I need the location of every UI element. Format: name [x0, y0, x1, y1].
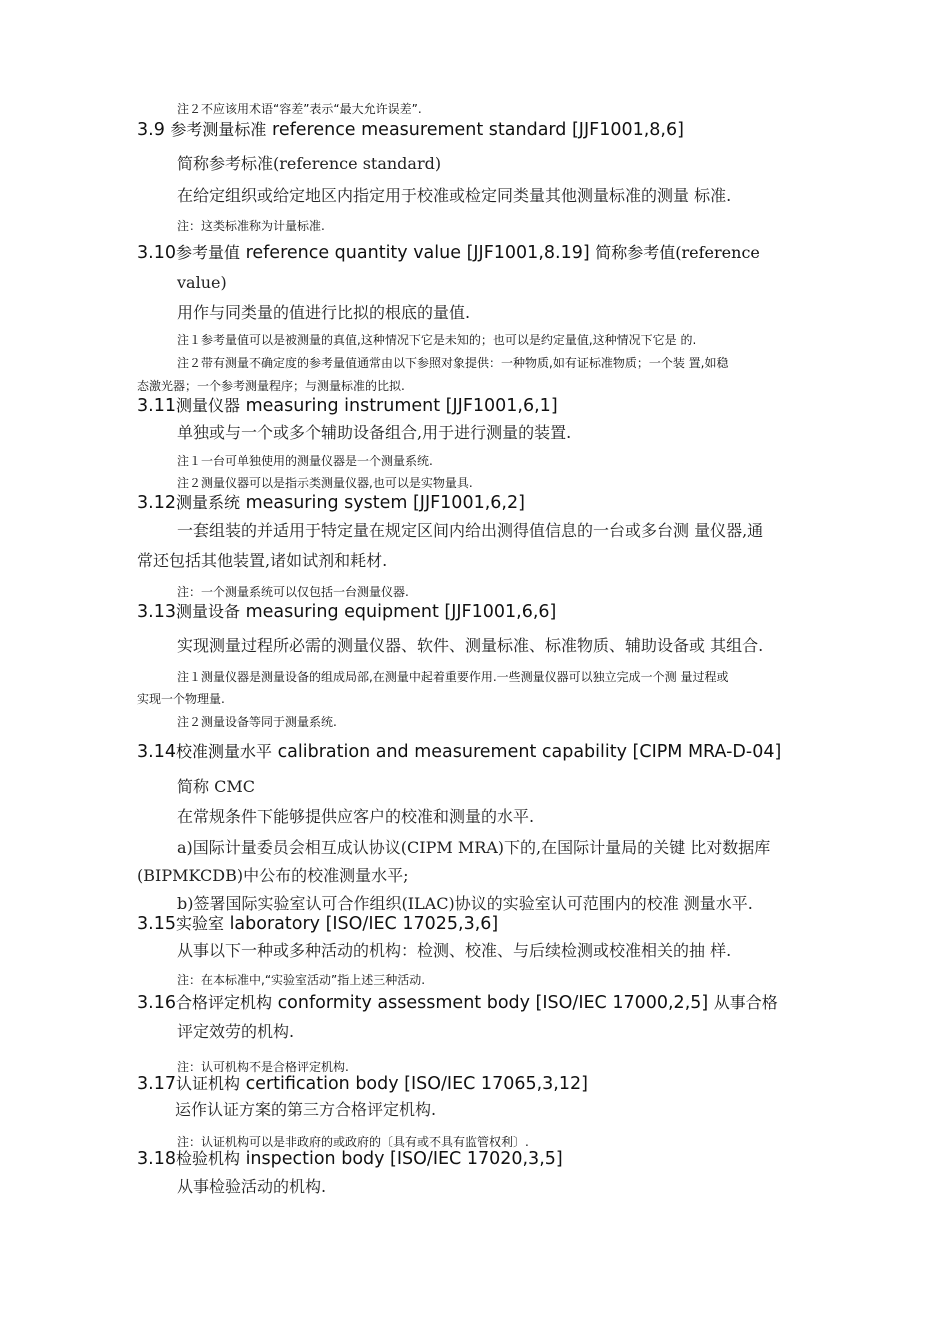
- term-english-name: certification body [ISO/IEC 17065,3,12]: [245, 1074, 588, 1094]
- term-english-name: measuring instrument [JJF1001,6,1]: [245, 396, 558, 416]
- note-line: 注２带有测量不确定度的参考量值通常由以下参照对象提供：一种物质,如有证标准物质；一个装 置,如稳: [177, 356, 729, 370]
- term-chinese-name: 校准测量水平: [175, 742, 272, 761]
- term-chinese-name: 实验室: [175, 914, 224, 933]
- note-line: 注：一个测量系统可以仅包括一台测量仪器.: [177, 585, 409, 599]
- definition-line: 从事以下一种或多种活动的机构：检测、校准、与后续检测或校准相关的抽 样.: [177, 941, 732, 960]
- note-line: 注１测量仪器是测量设备的组成局部,在测量中起着重要作用.一些测量仪器可以独立完成一个测 量过程或: [177, 670, 729, 684]
- definition-line: 简称 CMC: [177, 777, 255, 796]
- definition-line: 实现测量过程所必需的测量仪器、软件、测量标准、标准物质、辅助设备或 其组合.: [177, 636, 764, 655]
- term-chinese-name: 认证机构: [175, 1074, 240, 1093]
- term-number: 3.12: [137, 493, 176, 513]
- term-english-name: calibration and measurement capability [CIPM MRA-D-04]: [277, 742, 782, 762]
- term-english-name: measuring equipment [JJF1001,6,6]: [245, 602, 557, 622]
- term-english-name: measuring system [JJF1001,6,2]: [245, 493, 525, 513]
- term-heading-3-18: [137, 1149, 563, 1170]
- term-number: 3.14: [137, 742, 176, 762]
- term-number: 3.18: [137, 1149, 176, 1169]
- term-number: 3.17: [137, 1074, 176, 1094]
- term-chinese-name: 合格评定机构: [175, 993, 272, 1012]
- term-heading-3-10: [137, 243, 760, 264]
- definition-line: 单独或与一个或多个辅助设备组合,用于进行测量的装置.: [177, 423, 572, 442]
- term-number: 3.13: [137, 602, 176, 622]
- definition-line: 评定效劳的机构.: [177, 1022, 295, 1041]
- note-line: 注２不应该用术语“容差”表示“最大允许误差”.: [177, 102, 422, 116]
- term-chinese-name: 检验机构: [175, 1149, 240, 1168]
- note-line: 态激光器；一个参考测量程序；与测量标准的比拟.: [137, 379, 405, 393]
- term-english-name: reference quantity value [JJF1001,8.19]: [245, 243, 590, 263]
- note-line: 注１参考量值可以是被测量的真值,这种情况下它是未知的；也可以是约定量值,这种情况下它是 的.: [177, 333, 697, 347]
- note-line: 注：认证机构可以是非政府的或政府的〔具有或不具有监管权利〕.: [177, 1135, 529, 1149]
- definition-line: 简称参考标准(reference standard): [177, 154, 442, 173]
- definition-line: 在给定组织或给定地区内指定用于校准或检定同类量其他测量标准的测量 标准.: [177, 186, 732, 205]
- term-number: 3.9: [137, 120, 165, 140]
- term-number: 3.16: [137, 993, 176, 1013]
- term-chinese-name: 参考量值: [175, 243, 240, 262]
- term-number: 3.11: [137, 396, 176, 416]
- definition-line: 从事检验活动的机构.: [177, 1177, 327, 1196]
- term-english-name: reference measurement standard [JJF1001,8,6]: [272, 120, 684, 140]
- term-heading-3-11: [137, 396, 558, 417]
- term-heading-3-13: [137, 602, 556, 623]
- definition-line: 一套组装的并适用于特定量在规定区间内给出测得值信息的一台或多台测 量仪器,通: [177, 521, 764, 540]
- note-line: 注２测量仪器可以是指示类测量仪器,也可以是实物量具.: [177, 476, 473, 490]
- term-chinese-name: 测量设备: [175, 602, 240, 621]
- note-line: 注：这类标准称为计量标准.: [177, 219, 325, 233]
- term-heading-3-15: [137, 914, 498, 935]
- note-line: 注：认可机构不是合格评定机构.: [177, 1060, 349, 1074]
- note-line: 注：在本标准中,“实验室活动”指上述三种活动.: [177, 973, 426, 987]
- definition-line: value): [177, 273, 227, 292]
- definition-line: b)签署国际实验室认可合作组织(ILAC)协议的实验室认可范围内的校准 测量水平.: [177, 894, 753, 913]
- term-chinese-name: 测量仪器: [175, 396, 240, 415]
- term-continuation-text: 从事合格: [713, 993, 778, 1012]
- term-heading-3-9: [137, 120, 684, 141]
- note-line: 注２测量设备等同于测量系统.: [177, 715, 337, 729]
- term-heading-3-17: [137, 1074, 588, 1095]
- term-chinese-name: 参考测量标准: [170, 120, 267, 139]
- definition-line: 在常规条件下能够提供应客户的校准和测量的水平.: [177, 807, 535, 826]
- definition-line: 运作认证方案的第三方合格评定机构.: [175, 1100, 437, 1119]
- term-english-name: conformity assessment body [ISO/IEC 17000,2,5]: [277, 993, 709, 1013]
- term-chinese-name: 测量系统: [175, 493, 240, 512]
- term-heading-3-16: [137, 993, 778, 1014]
- note-line: 实现一个物理量.: [137, 692, 225, 706]
- term-number: 3.15: [137, 914, 176, 934]
- term-heading-3-12: [137, 493, 525, 514]
- definition-line: 用作与同类量的值进行比拟的根底的量值.: [177, 303, 471, 322]
- term-english-name: inspection body [ISO/IEC 17020,3,5]: [245, 1149, 563, 1169]
- definition-line: a)国际计量委员会相互成认协议(CIPM MRA)下的,在国际计量局的关键 比对数据库: [177, 838, 771, 857]
- term-english-name: laboratory [ISO/IEC 17025,3,6]: [229, 914, 499, 934]
- term-number: 3.10: [137, 243, 176, 263]
- note-line: 注１一台可单独使用的测量仪器是一个测量系统.: [177, 454, 433, 468]
- term-abbreviation-text: 简称参考值(reference: [595, 243, 760, 262]
- definition-line: (BIPMKCDB)中公布的校准测量水平;: [137, 866, 409, 885]
- definition-line: 常还包括其他装置,诸如试剂和耗材.: [137, 551, 388, 570]
- term-heading-3-14: [137, 742, 781, 763]
